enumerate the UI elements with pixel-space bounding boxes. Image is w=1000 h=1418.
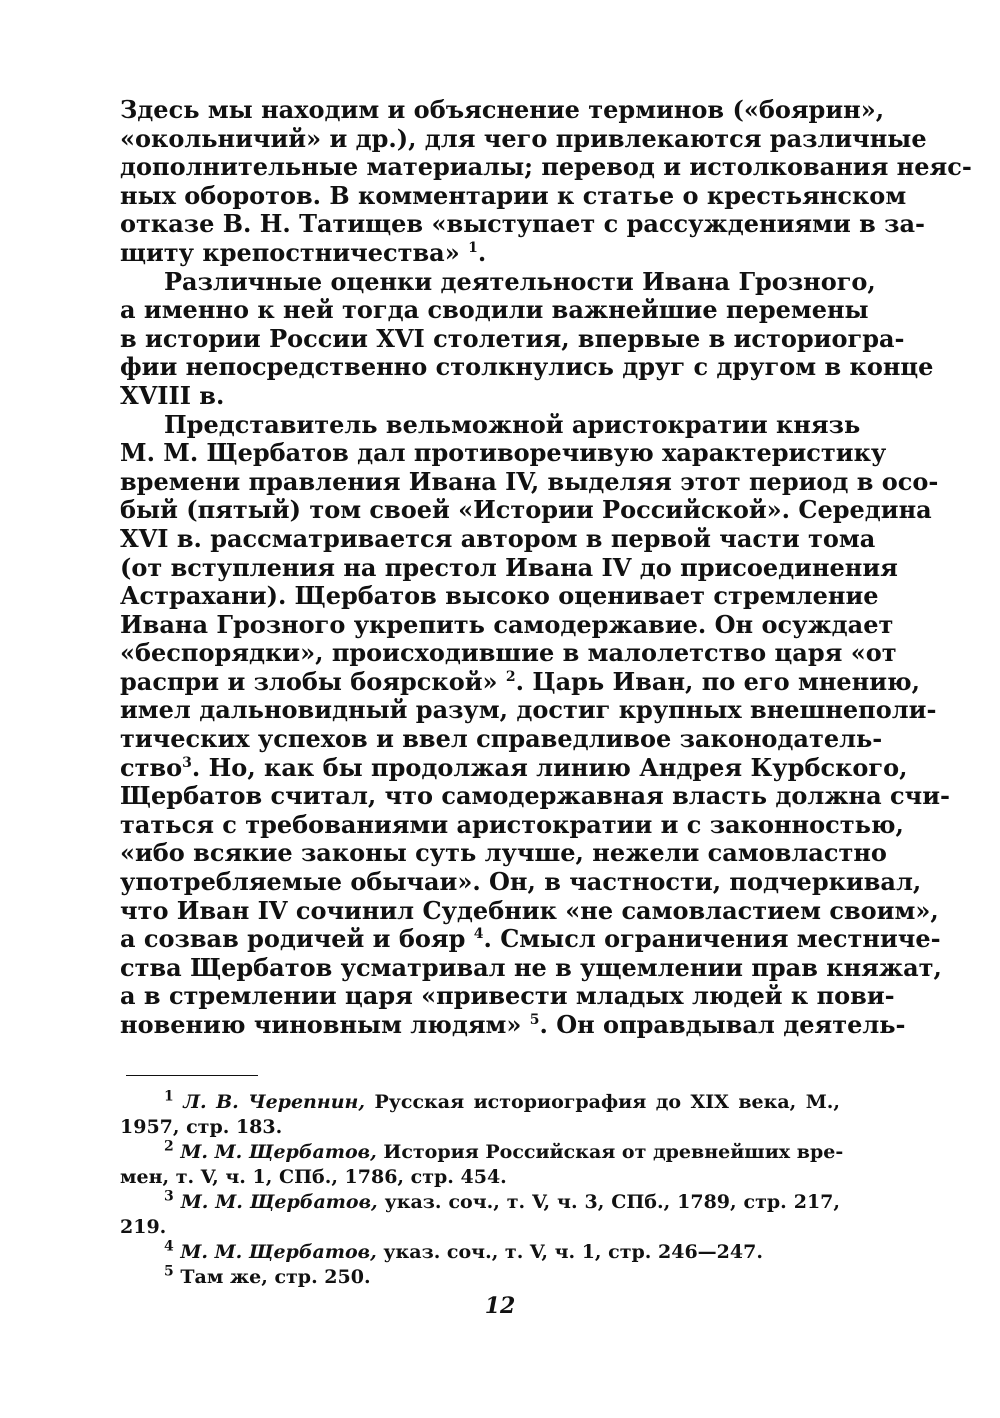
text-segment: . Он оправдывал деятель- xyxy=(539,1010,906,1039)
text-line xyxy=(120,924,941,954)
footnote-text: Там же, стр. 250. xyxy=(180,1266,371,1288)
footnote-ref: 5 xyxy=(529,1012,540,1028)
footnote-ref: 4 xyxy=(473,926,484,943)
text-line: XVI в. рассматривается автором в первой части тома xyxy=(120,523,876,553)
main-text xyxy=(120,95,972,1040)
footnote-text: История Российская от древнейших вре- xyxy=(383,1141,844,1163)
page-number: 12 xyxy=(484,1293,516,1319)
text-segment: . Царь Иван, по его мнению, xyxy=(515,666,921,696)
text-line: ства Щербатов усматривал не в ущемлении прав княжат, xyxy=(120,952,942,982)
text-line: фии непосредственно столкнулись друг с другом в конце xyxy=(120,352,934,382)
text-line: (от вступления на престол Ивана IV до присоединения xyxy=(120,552,898,582)
footnote-author: М. М. Щербатов, xyxy=(180,1191,378,1213)
text-segment: ство xyxy=(120,752,183,782)
text-line: Щербатов считал, что самодержавная власть должна счи- xyxy=(120,781,950,811)
text-line xyxy=(120,752,908,783)
text-line: употребляемые обычаи». Он, в частности, подчеркивал, xyxy=(120,867,922,897)
text-line: «окольничий» и др.), для чего привлекаются различные xyxy=(120,123,927,153)
text-line: М. М. Щербатов дал противоречивую характеристику xyxy=(120,438,887,468)
text-line: Здесь мы находим и объяснение терминов («боярин», xyxy=(120,95,885,124)
footnote-ref: 2 xyxy=(505,668,516,685)
footnote-ref: 1 xyxy=(468,239,478,256)
text-segment: . Но, как бы продолжая линию Андрея Курбского, xyxy=(191,752,908,782)
footnote-line: 219. xyxy=(120,1216,167,1238)
text-line: XVIII в. xyxy=(120,380,225,410)
footnote-number: 5 xyxy=(164,1263,174,1280)
text-line: времени правления Ивана IV, выделяя этот период в осо- xyxy=(120,466,939,496)
footnote-text: Русская историография до XIX века, М., xyxy=(374,1091,841,1113)
text-segment: новению чиновным людям» xyxy=(120,1010,522,1039)
footnote-text: указ. соч., т. V, ч. 1, стр. 246—247. xyxy=(383,1241,763,1263)
footnote-line xyxy=(120,1240,840,1265)
footnote-ref: 3 xyxy=(182,754,192,771)
text-line: дополнительные материалы; перевод и истолкования неяс- xyxy=(120,152,972,182)
text-line: «ибо всякие законы суть лучше, нежели самовластно xyxy=(120,838,887,868)
text-line: а именно к ней тогда сводили важнейшие перемены xyxy=(120,295,869,325)
text-line: Астрахани). Щербатов высоко оценивает стремление xyxy=(120,581,879,611)
text-line: Различные оценки деятельности Ивана Грозного, xyxy=(164,266,876,296)
text-line: тических успехов и ввел справедливое законодатель- xyxy=(120,724,883,754)
footnotes xyxy=(120,1088,844,1290)
footnote-line xyxy=(120,1265,840,1290)
text-segment: распри и злобы боярской» xyxy=(120,666,498,696)
footnote-line xyxy=(120,1090,840,1115)
footnote-line xyxy=(120,1138,844,1165)
text-line xyxy=(120,666,921,697)
text-segment: . Смысл ограничения местниче- xyxy=(483,924,941,954)
footnote-author: Л. В. Черепнин, xyxy=(183,1091,365,1113)
text-line xyxy=(120,239,840,268)
text-segment: щиту крепостничества» xyxy=(120,237,460,267)
footnote-text: указ. соч., т. V, ч. 3, СПб., 1789, стр. 217, xyxy=(384,1191,840,1213)
text-line: Представитель вельможной аристократии князь xyxy=(164,409,861,439)
footnote-line: 1957, стр. 183. xyxy=(120,1116,283,1138)
footnote-number: 4 xyxy=(164,1238,174,1255)
text-line: Ивана Грозного укрепить самодержавие. Он осуждает xyxy=(120,609,894,639)
text-line: имел дальновидный разум, достиг крупных внешнеполи- xyxy=(120,695,937,725)
footnote-line: мен, т. V, ч. 1, СПб., 1786, стр. 454. xyxy=(120,1166,507,1188)
text-segment: . xyxy=(477,237,487,267)
text-line: в истории России XVI столетия, впервые в историогра- xyxy=(120,323,905,353)
footnote-line xyxy=(120,1190,840,1215)
text-line: бый (пятый) том своей «Истории Российской». Середина xyxy=(120,495,932,525)
footnote-author: М. М. Щербатов, xyxy=(180,1141,377,1163)
text-line xyxy=(120,1010,906,1040)
footnote-number: 3 xyxy=(164,1188,174,1205)
footnote-author: М. М. Щербатов, xyxy=(180,1241,377,1263)
text-line: что Иван IV сочинил Судебник «не самовластием своим», xyxy=(120,895,939,925)
footnote-separator xyxy=(126,1075,258,1076)
footnote-number: 2 xyxy=(164,1138,174,1155)
text-line: ных оборотов. В комментарии к статье о крестьянском xyxy=(120,180,907,210)
text-segment: а созвав родичей и бояр xyxy=(120,924,466,954)
text-line: а в стремлении царя «привести младых людей к пови- xyxy=(120,981,895,1011)
text-line: отказе В. Н. Татищев «выступает с рассуждениями в за- xyxy=(120,209,925,239)
text-line: таться с требованиями аристократии и с законностью, xyxy=(120,809,904,839)
text-line: «беспорядки», происходившие в малолетство царя «от xyxy=(120,638,897,668)
footnote-number: 1 xyxy=(164,1088,174,1105)
